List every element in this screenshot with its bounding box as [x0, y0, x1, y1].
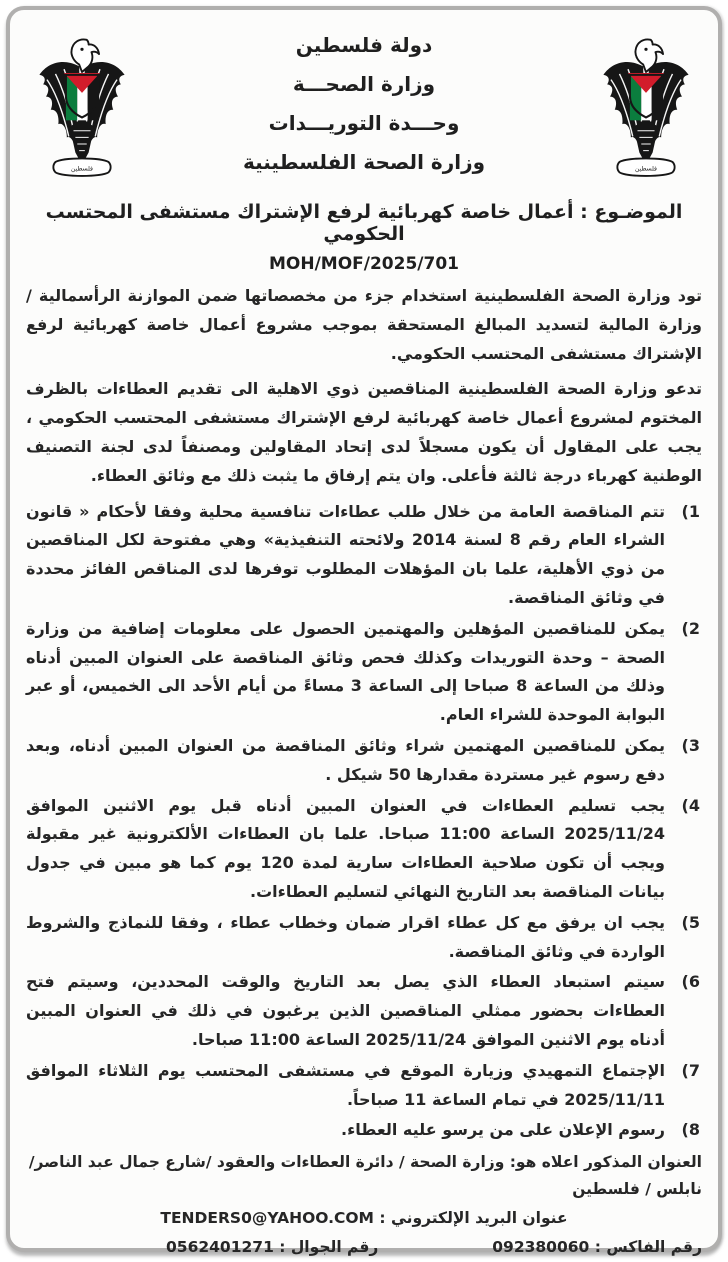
- mobile-label: رقم الجوال :: [279, 1238, 379, 1257]
- intro-paragraph: تدعو وزارة الصحة الفلسطينية المناقصين ذوي الاهلية الى تقديم العطاءات بالظرف المختوم لمشروع أعمال خاصة كهربائية لرفع الإشتراك مستشفى المحتسب الحكومي ، يجب على المقاول أن يكون مسجلاً لدى إتحاد المقاولين ومصنفاً لدى لجنة التصنيف الوطنية كهرباء درجة ثالثة فأعلى. وان يتم إرفاق ما يثبت ذلك مع وثائق العطاء.: [26, 379, 702, 485]
- email-label: عنوان البريد الإلكتروني :: [379, 1209, 568, 1228]
- address-line: العنوان المذكور اعلاه هو: وزارة الصحة / دائرة العطاءات والعقود /شارع جمال عبد الناصر/نابلس / فلسطين: [28, 1153, 702, 1199]
- emblem-scroll-text: فلسطين: [634, 165, 658, 173]
- item-number: 4): [681, 795, 700, 815]
- palestine-emblem-right-icon: [598, 37, 694, 179]
- intro-paragraph: تود وزارة الصحة الفلسطينية استخدام جزء من مخصصاتها ضمن الموازنة الرأسمالية / وزارة المالية لتسديد المبالغ المستحقة بموجب مشروع أعمال خاصة كهربائية لرفع الإشتراك مستشفى المحتسب الحكومي.: [26, 286, 702, 363]
- mobile-number: 0562401271: [166, 1238, 274, 1257]
- unit-name: وحـــدة التوريـــدات: [268, 111, 460, 135]
- fax-label: رقم الفاكس :: [594, 1238, 702, 1257]
- list-item: [26, 1116, 702, 1145]
- list-item: [26, 792, 702, 907]
- item-number: 8): [681, 1120, 700, 1140]
- item-text: يمكن للمناقصين المهتمين شراء وثائق المناقصة من العنوان المبين أدناه، وبعد دفع رسوم غير مستردة مقدارها 50 شيكل .: [26, 735, 665, 784]
- item-number: 7): [681, 1060, 700, 1080]
- list-item: [26, 498, 702, 613]
- document-header: [26, 33, 702, 185]
- subject-line: الموضـوع : أعمال خاصة كهربائية لرفع الإشتراك مستشفى المحتسب الحكومي: [45, 201, 683, 245]
- notice-body: [26, 282, 702, 1145]
- tender-notice-document: [6, 6, 722, 1257]
- reference-number: MOH/MOF/2025/701: [268, 254, 459, 274]
- email-line: [26, 1205, 702, 1232]
- emblem-scroll-text: فلسطين: [70, 165, 94, 173]
- item-text: يمكن للمناقصين المؤهلين والمهتمين الحصول على معلومات إضافية من وزارة الصحة – وحدة التوريدات وكذلك فحص وثائق المناقصة على العنوان المبين أدناه وذلك من الساعة 8 صباحا إلى الساعة 3 مساءً من أيام الأحد الى الخميس، أو عبر البوابة الموحدة للشراء العام.: [26, 618, 666, 725]
- ministry-full-name: وزارة الصحة الفلسطينية: [242, 150, 486, 174]
- item-text: تتم المناقصة العامة من خلال طلب عطاءات تنافسية محلية وفقا لأحكام « قانون الشراء العام رقم 8 لسنة 2014 ولائحته التنفيذية» وهي مفتوحة لكل المناقصين من ذوي الأهلية، علما بان المؤهلات المطلوب توفرها لدى المناقص الفائز محددة في وثائق المناقصة.: [26, 501, 665, 607]
- email-address: TENDERS0@YAHOO.COM: [160, 1209, 374, 1228]
- palestine-emblem-left-icon: [34, 37, 130, 179]
- item-text: يجب تسليم العطاءات في العنوان المبين أدناه قبل يوم الاثنين الموافق 2025/11/24 الساعة 11:00 صباحا. علما بان العطاءات الألكترونية غير مقبولة ويجب أن تكون صلاحية العطاءات سارية لمدة 120 يوم كما هو مبين في جدول بيانات المناقصة بعد التاريخ النهائي لتسليم العطاءات.: [26, 795, 666, 901]
- item-number: 5): [681, 912, 700, 932]
- phone-fax-line: [26, 1234, 702, 1261]
- fax-entry: [492, 1234, 702, 1261]
- list-item: [26, 732, 702, 790]
- item-number: 3): [681, 735, 700, 755]
- tender-conditions-list: [26, 498, 702, 1146]
- list-item: [26, 1057, 702, 1115]
- item-number: 2): [681, 618, 700, 638]
- item-text: يجب ان يرفق مع كل عطاء اقرار ضمان وخطاب عطاء ، وفقا للنماذج والشروط الواردة في وثائق المناقصة.: [26, 912, 665, 961]
- fax-number: 092380060: [492, 1238, 590, 1257]
- item-text: رسوم الإعلان على من يرسو عليه العطاء.: [340, 1120, 665, 1140]
- list-item: [26, 909, 702, 967]
- item-number: 6): [681, 972, 700, 992]
- list-item: [26, 615, 702, 730]
- ministry-name: وزارة الصحـــة: [292, 72, 436, 96]
- list-item: [26, 968, 702, 1054]
- item-text: الإجتماع التمهيدي وزيارة الموقع في مستشفى المحتسب يوم الثلاثاء الموافق 2025/11/11 في تمام الساعة 11 صباحاً.: [26, 1060, 665, 1109]
- item-text: سيتم استبعاد العطاء الذي يصل بعد التاريخ والوقت المحددين، وسيتم فتح العطاءات بحضور ممثلي المناقصين الذين يرغبون في ذلك في العنوان المبين أدناه يوم الاثنين الموافق 2025/11/24 الساعة 11:00 صباحا.: [26, 972, 665, 1049]
- mobile-entry: [166, 1234, 378, 1261]
- state-name: دولة فلسطين: [295, 33, 433, 57]
- contact-footer: [26, 1149, 702, 1262]
- item-number: 1): [681, 501, 700, 521]
